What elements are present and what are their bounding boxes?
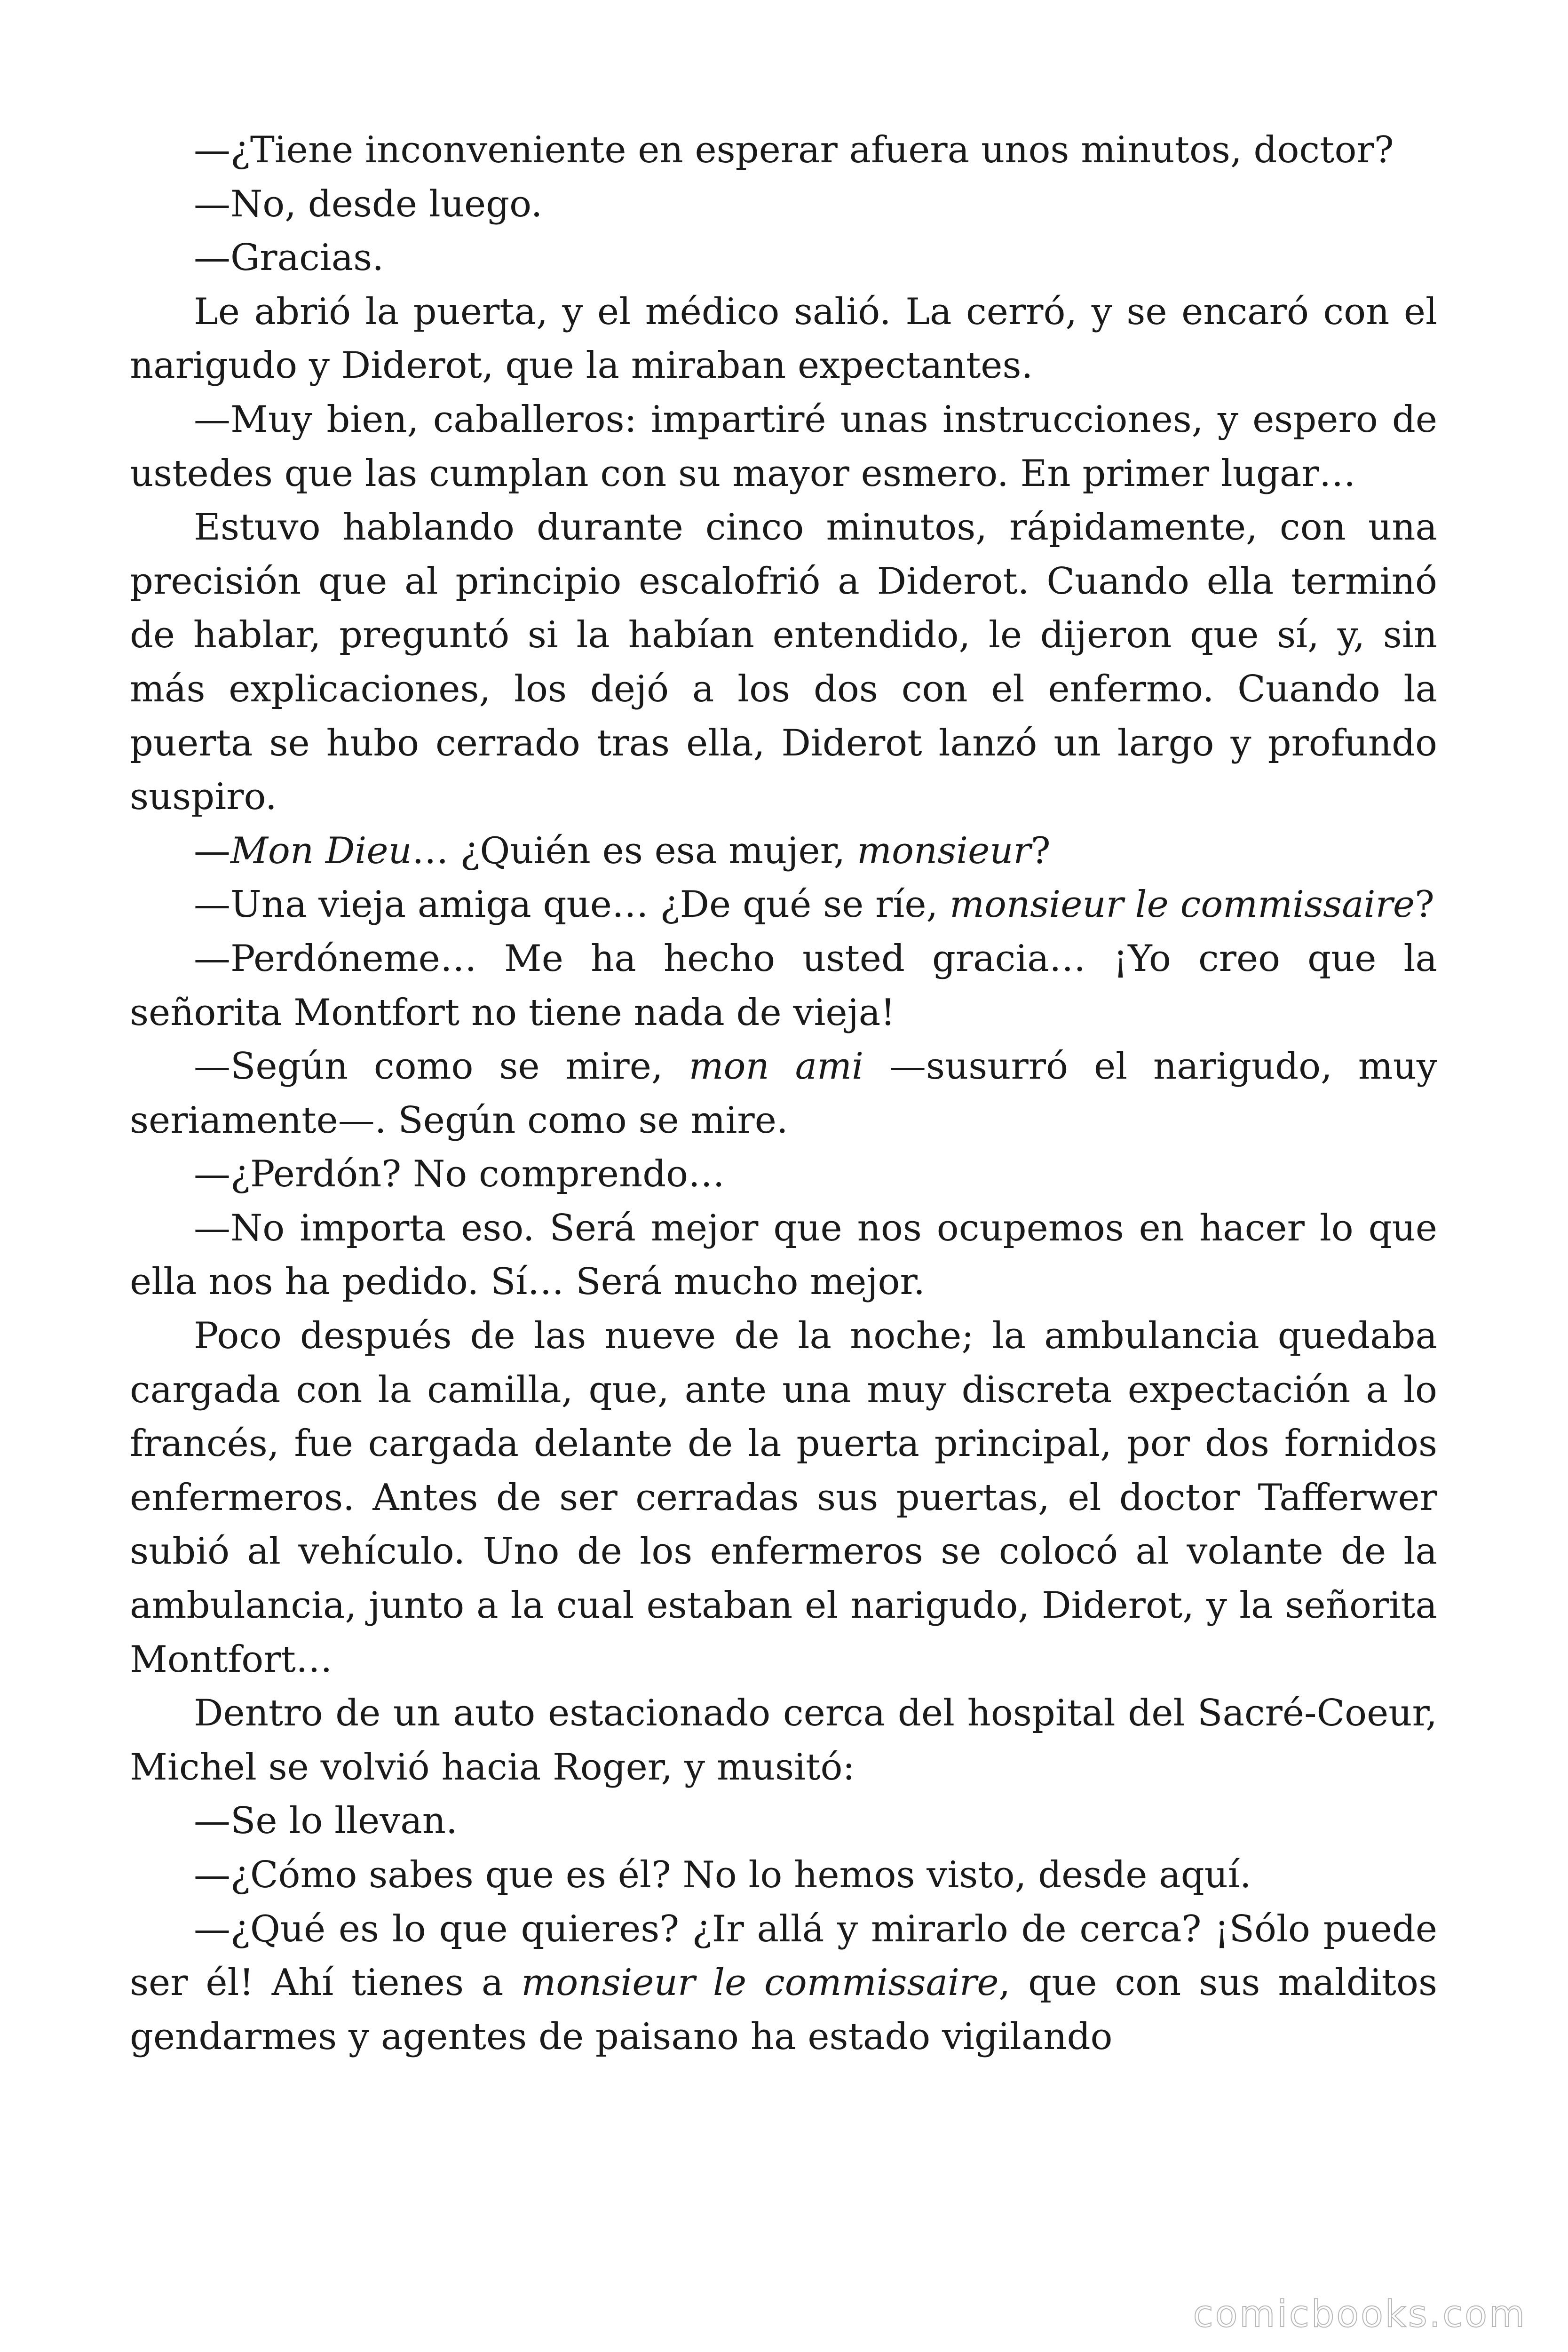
paragraph: —¿Perdón? No comprendo…: [194, 1153, 725, 1196]
paragraph: —Gracias.: [194, 237, 384, 279]
watermark: comicbooks.com: [1193, 2293, 1527, 2336]
paragraph: —Perdóneme… Me ha hecho usted gracia… ¡Yo creo que la señorita Montfort no tiene nada de vieja!: [130, 937, 1437, 1034]
paragraph: —¿Tiene inconveniente en esperar afuera unos minutos, doctor?: [194, 129, 1394, 171]
paragraph: —No importa eso. Será mejor que nos ocupemos en hacer lo que ella nos ha pedido. Sí… Será mucho mejor.: [130, 1207, 1437, 1303]
body-text: [130, 123, 1437, 2064]
paragraph: —¿Qué es lo que quieres? ¿Ir allá y mirarlo de cerca? ¡Sólo puede ser él! Ahí tienes a monsieur le commissaire, que con sus malditos gendarmes y agentes de paisano ha estado vigilando: [130, 1907, 1437, 2058]
paragraph: Le abrió la puerta, y el médico salió. La cerró, y se encaró con el narigudo y Diderot, que la miraban expectantes.: [130, 290, 1437, 387]
paragraph: —Mon Dieu… ¿Quién es esa mujer, monsieur?: [194, 829, 1051, 872]
paragraph: —¿Cómo sabes que es él? No lo hemos visto, desde aquí.: [194, 1854, 1251, 1896]
paragraph: —Según como se mire, mon ami —susurró el narigudo, muy seriamente—. Según como se mire.: [130, 1045, 1437, 1142]
paragraph: Estuvo hablando durante cinco minutos, rápidamente, con una precisión que al principio escalofrió a Diderot. Cuando ella terminó de hablar, preguntó si la habían entendido, le dijeron que sí, y, sin más explicaciones, los dejó a los dos con el enfermo. Cuando la puerta se hubo cerrado tras ella, Diderot lanzó un largo y profundo suspiro.: [130, 506, 1437, 818]
paragraph: Dentro de un auto estacionado cerca del hospital del Sacré-Coeur, Michel se volvió hacia Roger, y musitó:: [130, 1692, 1437, 1788]
italic-phrase: monsieur le commissaire: [521, 1962, 999, 2004]
paragraph: —Una vieja amiga que… ¿De qué se ríe, monsieur le commissaire?: [194, 883, 1434, 926]
paragraph: Poco después de las nueve de la noche; la ambulancia quedaba cargada con la camilla, que, ante una muy discreta expectación a lo francés, fue cargada delante de la puerta principal, por dos fornidos enfermeros. Antes de ser cerradas sus puertas, el doctor Tafferwer subió al vehículo. Uno de los enfermeros se colocó al volante de la ambulancia, junto a la cual estaban el narigudo, Diderot, y la señorita Montfort…: [130, 1315, 1437, 1681]
italic-phrase: Mon Dieu: [230, 829, 412, 872]
paragraph: —Muy bien, caballeros: impartiré unas instrucciones, y espero de ustedes que las cumplan con su mayor esmero. En primer lugar…: [130, 398, 1437, 495]
italic-phrase: mon ami: [689, 1045, 864, 1088]
paragraph: —Se lo llevan.: [194, 1800, 458, 1843]
italic-phrase: monsieur: [856, 829, 1031, 872]
paragraph: —No, desde luego.: [194, 183, 543, 225]
italic-phrase: monsieur le commissaire: [950, 883, 1415, 926]
